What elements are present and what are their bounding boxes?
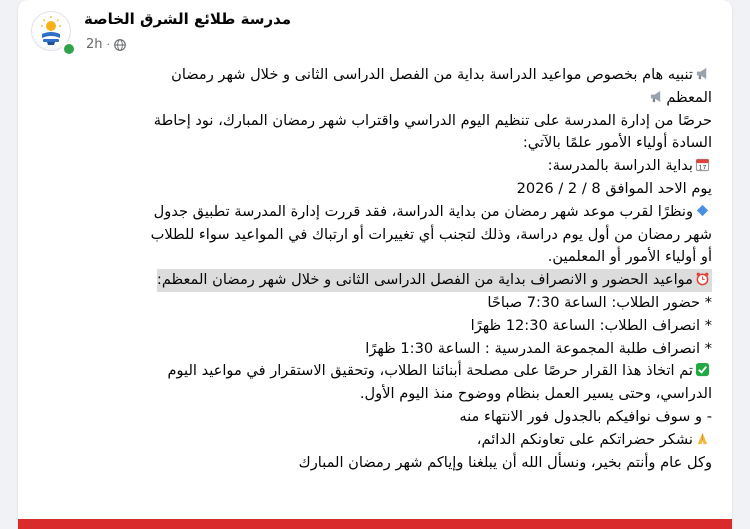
school-logo-icon (36, 16, 66, 46)
post-line-text: * انصراف طلبة المجموعة المدرسية : الساعة 1:30 ظهرًا (365, 339, 712, 357)
post-line-1 (28, 64, 712, 87)
post-line-4 (28, 132, 712, 155)
post-line-10 (28, 269, 712, 292)
globe-icon[interactable] (114, 39, 126, 51)
svg-text:17: 17 (698, 164, 707, 172)
post-line-text: يوم الاحد الموافق 8 / 2 / 2026 (516, 179, 712, 197)
post-message (28, 64, 712, 474)
post-line-8 (28, 224, 712, 247)
post-line-text: تم اتخاذ هذا القرار حرصًا على مصلحة أبنائنا الطلاب، وتحقيق الاستقرار في مواعيد اليوم (167, 362, 693, 380)
post-line-text: الدراسي، وحتى يسير العمل بنظام ووضوح منذ اليوم الأول. (359, 385, 712, 403)
post-line-9 (28, 246, 712, 269)
megaphone-icon (649, 89, 664, 104)
post-line-text: ونظرًا لقرب موعد شهر رمضان من بداية الدراسة، فقد قررت إدارة المدرسة تطبيق جدول (153, 202, 693, 220)
post-line-18 (28, 452, 712, 475)
facebook-post-card (18, 0, 732, 529)
post-timestamp[interactable]: 2h (86, 37, 103, 52)
highlighted-line (157, 269, 712, 292)
post-line-7 (28, 201, 712, 224)
calendar-icon (695, 157, 710, 172)
meta-separator: · (106, 38, 111, 51)
check-mark-icon (695, 362, 710, 377)
post-line-text: * انصراف الطلاب: الساعة 12:30 ظهرًا (470, 316, 712, 334)
post-line-text: بداية الدراسة بالمدرسة: (547, 157, 693, 175)
post-line-3 (28, 110, 712, 133)
post-line-text: - و سوف نوافيكم بالجدول فور الانتهاء منه (459, 407, 712, 425)
post-line-text: شهر رمضان من أول يوم دراسة، وذلك لتجنب أي تغييرات أو ارتباك في المواعيد سواء للطلاب (150, 225, 712, 243)
online-status-dot (62, 42, 76, 56)
post-line-text: أو أولياء الأمور أو المعلمين. (547, 248, 712, 266)
post-line-text: وكل عام وأنتم بخير، ونسأل الله أن يبلغنا وإياكم شهر رمضان المبارك (298, 453, 712, 471)
page-name-link[interactable]: مدرسة طلائع الشرق الخاصة (84, 10, 292, 28)
post-line-6 (28, 178, 712, 201)
post-header (18, 0, 732, 62)
post-meta (86, 37, 126, 52)
post-image-edge[interactable] (18, 519, 732, 529)
post-line-14 (28, 360, 712, 383)
post-line-text: حرصًا من إدارة المدرسة على تنظيم اليوم الدراسي واقتراب شهر رمضان المبارك، نود إحاطة (153, 111, 712, 129)
megaphone-icon (695, 66, 710, 81)
alarm-clock-icon (695, 271, 710, 286)
post-line-16 (28, 406, 712, 429)
praying-hands-icon (695, 431, 710, 446)
post-line-text: تنبيه هام بخصوص مواعيد الدراسة بداية من الفصل الدراسى الثانى و خلال شهر رمضان (171, 66, 693, 83)
post-line-text: * حضور الطلاب: الساعة 7:30 صباحًا (487, 293, 712, 311)
post-line-11 (28, 292, 712, 315)
post-line-12 (28, 315, 712, 338)
post-line-15 (28, 383, 712, 406)
post-line-2 (28, 87, 712, 110)
post-line-5 (28, 155, 712, 178)
post-line-text: مواعيد الحضور و الانصراف بداية من الفصل الدراسى الثانى و خلال شهر رمضان المعظم: (156, 271, 693, 289)
post-line-13 (28, 338, 712, 361)
blue-diamond-icon (695, 203, 710, 218)
post-line-text: نشكر حضراتكم على تعاونكم الدائم، (476, 430, 693, 448)
post-line-17 (28, 429, 712, 452)
post-line-text: المعظم (666, 88, 712, 106)
post-line-text: السادة أولياء الأمور علمًا بالآتي: (522, 134, 712, 152)
